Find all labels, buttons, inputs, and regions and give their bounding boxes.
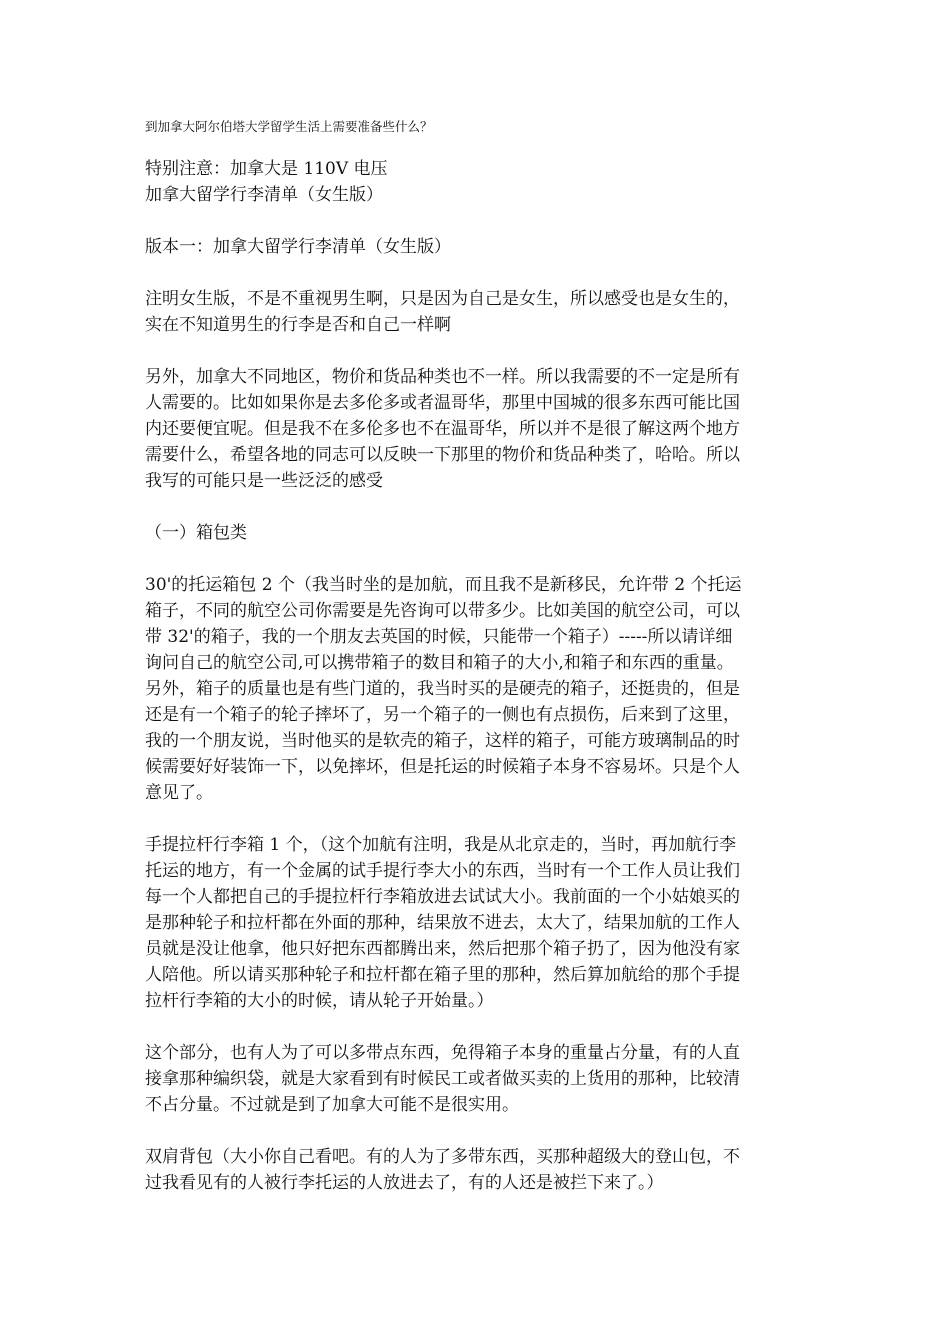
section-heading: （一）箱包类 (145, 523, 247, 543)
spacer (145, 806, 807, 832)
paragraph-line: 手提拉杆行李箱 1 个，（这个加航有注明，我是从北京走的，当时，再加航行李 (145, 835, 737, 855)
paragraph-line: 询问自己的航空公司,可以携带箱子的数目和箱子的大小,和箱子和东西的重量。 (145, 653, 734, 673)
paragraph-regional-prices (145, 364, 807, 494)
list-title: 加拿大留学行李清单（女生版） (145, 185, 383, 205)
paragraph-line: 候需要好好装饰一下，以免摔坏，但是托运的时候箱子本身不容易坏。只是个人 (145, 757, 740, 777)
paragraph-line: 员就是没让他拿，他只好把东西都腾出来，然后把那个箱子扔了，因为他没有家 (145, 939, 740, 959)
voltage-note: 特别注意：加拿大是 110V 电压 (145, 159, 388, 179)
paragraph-line: 双肩背包（大小你自己看吧。有的人为了多带东西，买那种超级大的登山包，不 (145, 1147, 740, 1167)
paragraph-line: 接拿那种编织袋，就是大家看到有时候民工或者做买卖的上货用的那种，比较清 (145, 1069, 740, 1089)
spacer (145, 546, 807, 572)
paragraph-line: 人需要的。比如如果你是去多伦多或者温哥华，那里中国城的很多东西可能比国 (145, 393, 740, 413)
spacer (145, 260, 807, 286)
spacer (145, 338, 807, 364)
paragraph-backpack (145, 1144, 807, 1196)
document-title: 到加拿大阿尔伯塔大学留学生活上需要准备些什么？ (145, 119, 433, 134)
paragraph-line: 意见了。 (145, 783, 213, 803)
paragraph-line: 托运的地方，有一个金属的试手提行李大小的东西，当时有一个工作人员让我们 (145, 861, 740, 881)
spacer (145, 1014, 807, 1040)
paragraph-line: 拉杆行李箱的大小的时候，请从轮子开始量。） (145, 991, 494, 1011)
paragraph-line: 不占分量。不过就是到了加拿大可能不是很实用。 (145, 1095, 519, 1115)
paragraph-line: 另外，加拿大不同地区，物价和货品种类也不一样。所以我需要的不一定是所有 (145, 367, 740, 387)
version-title: 版本一：加拿大留学行李清单（女生版） (145, 237, 451, 257)
spacer (145, 494, 807, 520)
paragraph-line: 带 32'的箱子，我的一个朋友去英国的时候，只能带一个箱子）-----所以请详细 (145, 627, 733, 647)
paragraph-line: 我写的可能只是一些泛泛的感受 (145, 471, 383, 491)
paragraph-line: 30'的托运箱包 2 个（我当时坐的是加航，而且我不是新移民，允许带 2 个托运 (145, 575, 742, 595)
paragraph-line: 箱子，不同的航空公司你需要是先咨询可以带多少。比如美国的航空公司，可以 (145, 601, 740, 621)
paragraph-line: 是那种轮子和拉杆都在外面的那种，结果放不进去，太大了，结果加航的工作人 (145, 913, 740, 933)
paragraph-woven-bags (145, 1040, 807, 1118)
paragraph-line: 还是有一个箱子的轮子摔坏了，另一个箱子的一侧也有点损伤，后来到了这里， (145, 705, 740, 725)
paragraph-line: 过我看见有的人被行李托运的人放进去了，有的人还是被拦下来了。） (145, 1173, 664, 1193)
paragraph-checked-luggage (145, 572, 807, 806)
paragraph-line: 每一个人都把自己的手提拉杆行李箱放进去试试大小。我前面的一个小姑娘买的 (145, 887, 740, 907)
paragraph-line: 内还要便宜呢。但是我不在多伦多也不在温哥华，所以并不是很了解这两个地方 (145, 419, 740, 439)
spacer (145, 208, 807, 234)
document-page (145, 118, 807, 1196)
paragraph-line: 注明女生版，不是不重视男生啊，只是因为自己是女生，所以感受也是女生的， (145, 289, 740, 309)
paragraph-note-female (145, 286, 807, 338)
paragraph-carry-on-trolley (145, 832, 807, 1014)
paragraph-line: 人陪他。所以请买那种轮子和拉杆都在箱子里的那种，然后算加航给的那个手提 (145, 965, 740, 985)
paragraph-line: 需要什么，希望各地的同志可以反映一下那里的物价和货品种类了，哈哈。所以 (145, 445, 740, 465)
spacer (145, 1118, 807, 1144)
paragraph-line: 实在不知道男生的行李是否和自己一样啊 (145, 315, 451, 335)
paragraph-line: 另外，箱子的质量也是有些门道的，我当时买的是硬壳的箱子，还挺贵的，但是 (145, 679, 740, 699)
paragraph-line: 我的一个朋友说，当时他买的是软壳的箱子，这样的箱子，可能方玻璃制品的时 (145, 731, 740, 751)
paragraph-line: 这个部分，也有人为了可以多带点东西，免得箱子本身的重量占分量，有的人直 (145, 1043, 740, 1063)
